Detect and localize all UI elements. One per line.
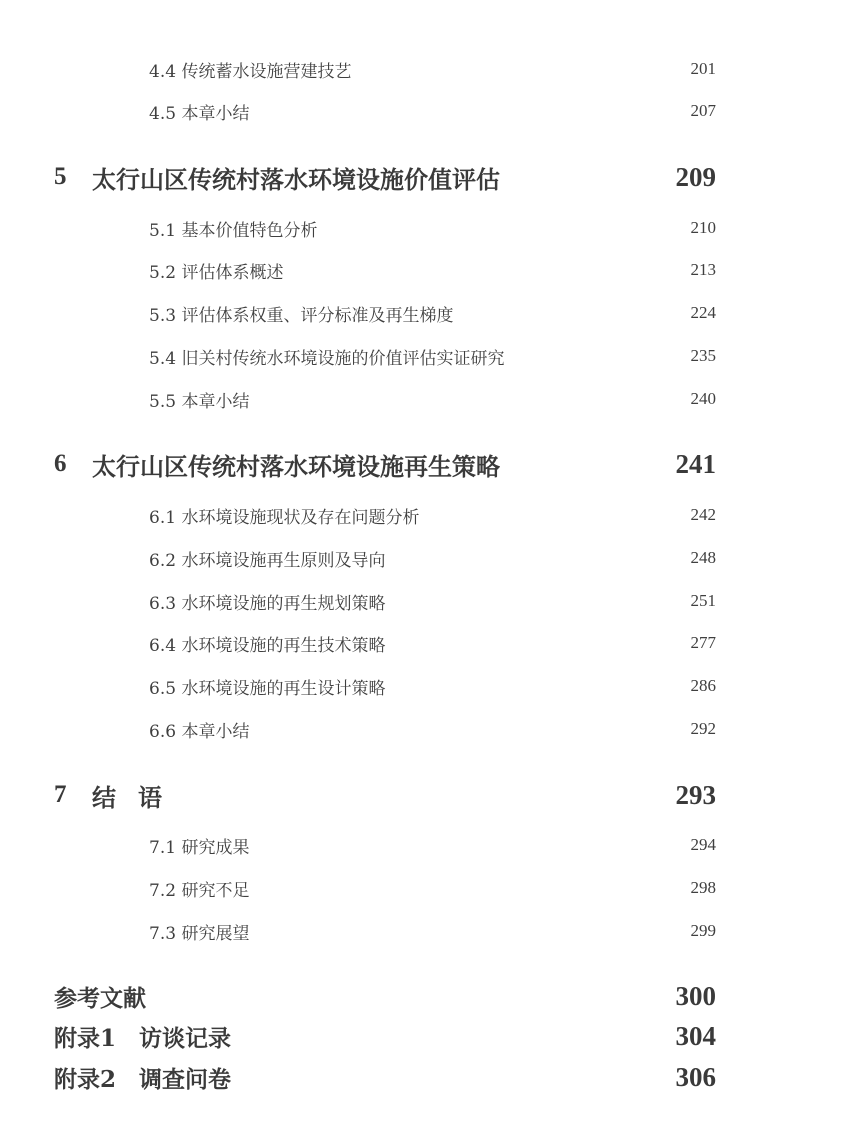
toc-entry-title: 6.6 本章小结: [149, 721, 250, 742]
toc-entry-page: 224: [690, 303, 716, 322]
toc-entry-5-1[interactable]: [0, 213, 862, 243]
toc-entry-title: 4.4 传统蓄水设施营建技艺: [149, 61, 352, 82]
toc-entry-title: 6.2 水环境设施再生原则及导向: [149, 550, 386, 571]
toc-entry-title: 6.3 水环境设施的再生规划策略: [149, 593, 386, 614]
toc-back-title: 附录2 调查问卷: [54, 1065, 232, 1093]
toc-entry-5-3[interactable]: [0, 298, 862, 328]
toc-entry-title: 7.2 研究不足: [149, 880, 250, 901]
toc-back-title: 参考文献: [54, 984, 146, 1012]
toc-entry-title: 6.5 水环境设施的再生设计策略: [149, 678, 386, 699]
toc-entry-page: 286: [690, 676, 716, 695]
toc-back-page: 300: [675, 980, 716, 1011]
toc-entry-page: 213: [690, 260, 716, 279]
toc-entry-7-2[interactable]: [0, 873, 862, 903]
toc-entry-6-5[interactable]: [0, 671, 862, 701]
toc-entry-title: 7.3 研究展望: [149, 923, 250, 944]
toc-entry-title: 5.3 评估体系权重、评分标准及再生梯度: [149, 305, 454, 326]
toc-entry-6-2[interactable]: [0, 543, 862, 573]
chapter-page: 209: [675, 161, 716, 192]
toc-entry-5-4[interactable]: [0, 341, 862, 371]
toc-entry-page: 298: [690, 878, 716, 897]
toc-entry-page: 210: [690, 218, 716, 237]
toc-entry-title: 5.2 评估体系概述: [149, 262, 284, 283]
toc-entry-title: 6.4 水环境设施的再生技术策略: [149, 635, 386, 656]
toc-entry-page: 299: [690, 921, 716, 940]
toc-back-page: 306: [675, 1061, 716, 1092]
toc-entry-title: 5.1 基本价值特色分析: [149, 220, 318, 241]
toc-entry-6-1[interactable]: [0, 500, 862, 530]
chapter-page: 241: [675, 448, 716, 479]
toc-entry-7-1[interactable]: [0, 830, 862, 860]
chapter-title: 结语: [92, 782, 184, 812]
toc-entry-page: 201: [690, 59, 716, 78]
toc-entry-4-4[interactable]: [0, 54, 862, 84]
toc-entry-page: 240: [690, 389, 716, 408]
toc-entry-page: 235: [690, 346, 716, 365]
toc-entry-title: 4.5 本章小结: [149, 103, 250, 124]
toc-entry-6-6[interactable]: [0, 714, 862, 744]
chapter-page: 293: [675, 779, 716, 810]
toc-entry-title: 5.5 本章小结: [149, 391, 250, 412]
toc-entry-page: 294: [690, 835, 716, 854]
toc-back-title: 附录1 访谈记录: [54, 1024, 232, 1052]
toc-chapter-7[interactable]: [0, 775, 862, 815]
toc-entry-6-4[interactable]: [0, 628, 862, 658]
toc-entry-4-5[interactable]: [0, 96, 862, 126]
toc-appendix-2[interactable]: [0, 1058, 862, 1096]
toc-entry-page: 242: [690, 505, 716, 524]
toc-entry-5-5[interactable]: [0, 384, 862, 414]
chapter-title: 太行山区传统村落水环境设施价值评估: [92, 164, 500, 194]
chapter-number: 6: [54, 450, 67, 477]
toc-entry-title: 7.1 研究成果: [149, 837, 250, 858]
toc-entry-page: 251: [690, 591, 716, 610]
chapter-number: 7: [54, 781, 67, 808]
toc-appendix-1[interactable]: [0, 1017, 862, 1055]
toc-entry-6-3[interactable]: [0, 586, 862, 616]
toc-back-page: 304: [675, 1020, 716, 1051]
toc-entry-page: 248: [690, 548, 716, 567]
toc-references[interactable]: [0, 977, 862, 1015]
toc-entry-7-3[interactable]: [0, 916, 862, 946]
toc-entry-page: 292: [690, 719, 716, 738]
toc-entry-title: 5.4 旧关村传统水环境设施的价值评估实证研究: [149, 348, 505, 369]
chapter-title: 太行山区传统村落水环境设施再生策略: [92, 451, 500, 481]
toc-entry-title: 6.1 水环境设施现状及存在问题分析: [149, 507, 420, 528]
toc-entry-page: 207: [690, 101, 716, 120]
toc-entry-5-2[interactable]: [0, 255, 862, 285]
toc-entry-page: 277: [690, 633, 716, 652]
toc-chapter-6[interactable]: [0, 444, 862, 484]
chapter-number: 5: [54, 163, 67, 190]
toc-chapter-5[interactable]: [0, 157, 862, 197]
